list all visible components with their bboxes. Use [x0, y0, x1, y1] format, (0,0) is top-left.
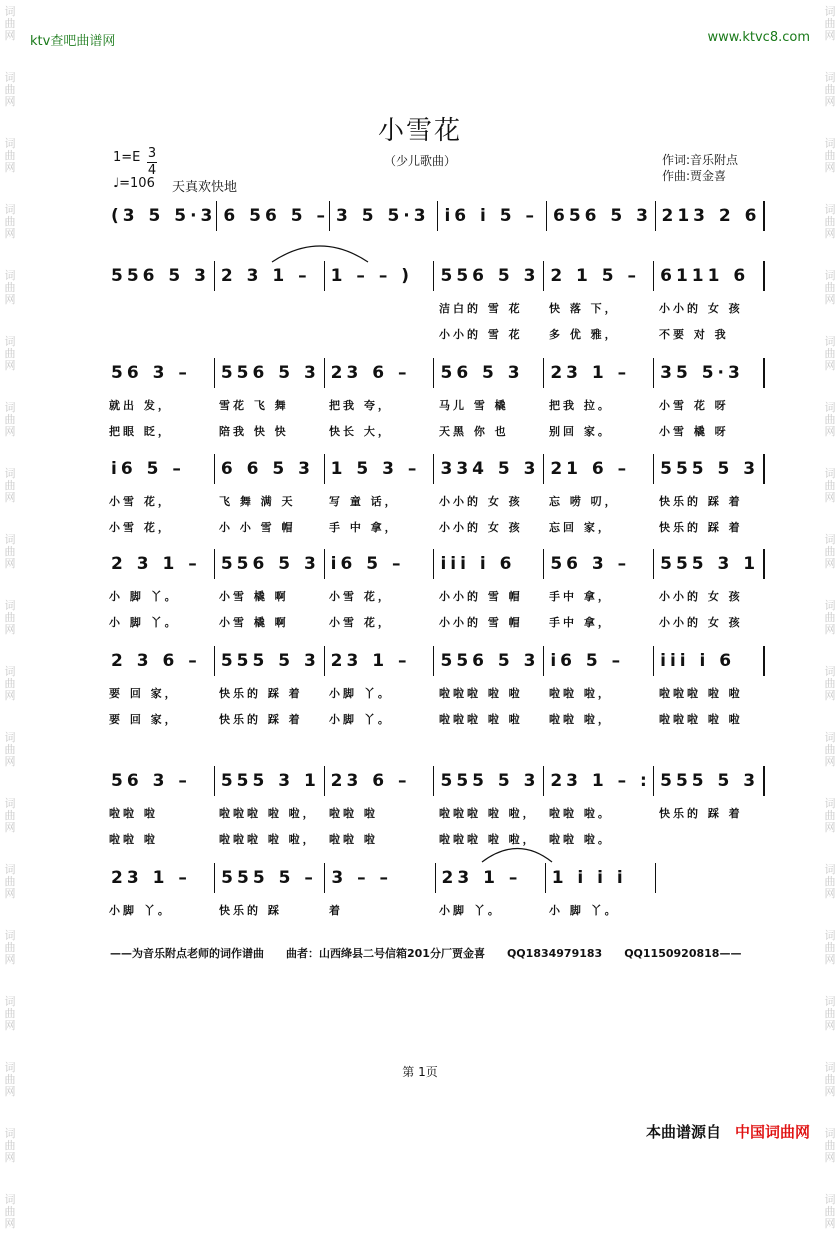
lyric-text: 写 童 话，: [329, 495, 399, 508]
measure: 23 1 –: [436, 863, 546, 893]
watermark-text: 词曲网: [824, 731, 836, 768]
lyric-text: 啦啦 啦，: [549, 687, 612, 700]
measure: i6 i 5 –: [438, 201, 547, 231]
watermark-text: 词曲网: [4, 929, 16, 966]
lyricist: 作词:音乐附点: [662, 153, 739, 167]
measure: 656 5 3: [547, 201, 656, 231]
lyric-text: 小 脚 丫。: [109, 616, 179, 629]
lyric-text: 小小的 女 孩: [659, 302, 743, 315]
lyric-text: 小小的 雪 花: [439, 328, 523, 341]
watermark-text: 词曲网: [824, 995, 836, 1032]
footer-credit: ——为音乐附点老师的词作谱曲 曲者：山西绛县二号信箱201分厂贾金喜 QQ1834979183 QQ1150920818——: [110, 947, 742, 960]
measure: 556 5 3: [215, 549, 325, 579]
watermark-text: 词曲网: [4, 269, 16, 306]
lyric-text: 小小的 女 孩: [439, 521, 523, 534]
watermark-text: 词曲网: [4, 137, 16, 174]
measure: i6 5 –: [325, 549, 435, 579]
watermark-text: 词曲网: [4, 731, 16, 768]
header-site-name[interactable]: ktv查吧曲谱网: [30, 34, 116, 49]
lyric-text: 啦啦 啦: [109, 833, 158, 846]
lyric-text: 别回 家。: [549, 425, 612, 438]
slur-tie-1: [272, 246, 368, 262]
measure: 6111 6: [654, 261, 765, 291]
watermark-text: 词曲网: [824, 467, 836, 504]
lyric-text: 啦啦 啦。: [549, 833, 612, 846]
measure: iii i 6: [654, 646, 765, 676]
measure: 555 5 –: [215, 863, 325, 893]
key-signature: 1=E: [113, 150, 141, 165]
lyric-text: 小脚 丫。: [109, 904, 172, 917]
measure: (3 5 5·3: [105, 201, 217, 231]
measure: 2 3 1 –: [215, 261, 325, 291]
watermark-text: 词曲网: [824, 137, 836, 174]
measure: 334 5 3: [434, 454, 544, 484]
measure: 56 3 –: [105, 766, 215, 796]
lyric-text: 小小的 女 孩: [659, 590, 743, 603]
lyric-text: 小小的 女 孩: [439, 495, 523, 508]
measure: 56 3 –: [544, 549, 654, 579]
lyric-text: 小雪 花 呀: [659, 399, 729, 412]
lyric-text: 就出 发，: [109, 399, 172, 412]
measure: 56 5 3: [434, 358, 544, 388]
lyric-text: 雪花 飞 舞: [219, 399, 289, 412]
watermark-text: 词曲网: [4, 203, 16, 240]
measure: 6 6 5 3: [215, 454, 325, 484]
measure: 2 1 5 –: [544, 261, 654, 291]
measure: 56 3 –: [105, 358, 215, 388]
lyric-text: 小雪 橇 啊: [219, 616, 289, 629]
lyric-text: 着: [329, 904, 343, 917]
lyric-text: 快乐的 踩 着: [659, 495, 743, 508]
measure: 556 5 3: [434, 646, 544, 676]
lyric-text: 小雪 花，: [329, 616, 392, 629]
measure: 23 1 –: [325, 646, 435, 676]
lyric-text: 小 小 雪 帽: [219, 521, 296, 534]
measure: 23 1 –: [544, 358, 654, 388]
lyric-text: 飞 舞 满 天: [219, 495, 296, 508]
lyric-text: 手中 拿，: [549, 616, 612, 629]
lyric-text: 小小的 雪 帽: [439, 590, 523, 603]
measure: 555 5 3: [215, 646, 325, 676]
lyric-text: 小雪 橇 呀: [659, 425, 729, 438]
watermark-text: 词曲网: [4, 995, 16, 1032]
lyric-text: 啦啦啦 啦 啦，: [219, 807, 317, 820]
measure: 23 1 – :: [544, 766, 654, 796]
lyric-text: 啦啦 啦，: [549, 713, 612, 726]
expression-mark: 天真欢快地: [172, 180, 238, 195]
lyric-text: 啦啦啦 啦 啦，: [439, 833, 537, 846]
measure: 555 3 1: [654, 549, 765, 579]
page-number: 第 1页: [402, 1065, 438, 1079]
header-site-url[interactable]: www.ktvc8.com: [707, 30, 810, 45]
measure: 2 3 1 –: [105, 549, 215, 579]
watermark-text: 词曲网: [824, 533, 836, 570]
watermark-text: 词曲网: [824, 929, 836, 966]
measure: 23 1 –: [105, 863, 215, 893]
watermark-text: 词曲网: [824, 797, 836, 834]
watermark-text: 词曲网: [4, 1193, 16, 1230]
measure: 555 5 3: [434, 766, 544, 796]
composer: 作曲:贾金喜: [662, 169, 727, 183]
watermark-text: 词曲网: [824, 863, 836, 900]
watermark-text: 词曲网: [4, 401, 16, 438]
lyric-text: 忘回 家，: [549, 521, 612, 534]
lyric-text: 啦啦 啦: [109, 807, 158, 820]
lyric-text: 小小的 女 孩: [659, 616, 743, 629]
lyric-text: 把眼 眨，: [109, 425, 172, 438]
lyric-text: 啦啦啦 啦 啦，: [439, 807, 537, 820]
lyric-text: 啦啦啦 啦 啦: [439, 687, 523, 700]
watermark-text: 词曲网: [824, 71, 836, 108]
measure: 555 5 3: [654, 766, 765, 796]
lyric-text: 忘 唠 叨，: [549, 495, 619, 508]
lyric-text: 快乐的 踩 着: [659, 521, 743, 534]
measure: 213 2 6: [656, 201, 766, 231]
measure: 35 5·3: [654, 358, 765, 388]
lyric-text: 小雪 橇 啊: [219, 590, 289, 603]
lyric-text: 啦啦 啦: [329, 833, 378, 846]
lyric-text: 快 落 下，: [549, 302, 619, 315]
source-label: 本曲谱源自: [645, 1123, 721, 1141]
measure: i6 5 –: [544, 646, 654, 676]
watermark-text: 词曲网: [4, 335, 16, 372]
lyric-text: 快乐的 踩: [219, 904, 282, 917]
time-bottom: 4: [147, 163, 157, 178]
slur-tie-2: [482, 849, 552, 863]
lyric-text: 要 回 家，: [109, 687, 179, 700]
lyric-text: 天黑 你 也: [439, 425, 509, 438]
watermark-text: 词曲网: [4, 863, 16, 900]
lyric-text: 啦啦 啦: [329, 807, 378, 820]
watermark-text: 词曲网: [4, 1061, 16, 1098]
measure: 23 6 –: [325, 766, 435, 796]
watermark-text: 词曲网: [824, 1127, 836, 1164]
measure: 1 i i i: [546, 863, 656, 893]
lyric-text: 快乐的 踩 着: [219, 687, 303, 700]
watermark-text: 词曲网: [824, 1061, 836, 1098]
watermark-text: 词曲网: [4, 467, 16, 504]
time-top: 3: [147, 146, 157, 161]
watermark-text: 词曲网: [824, 665, 836, 702]
lyric-text: 小脚 丫。: [329, 687, 392, 700]
song-title: 小雪花: [377, 116, 462, 146]
lyric-text: 小雪 花，: [329, 590, 392, 603]
source-site-link[interactable]: 中国词曲网: [734, 1123, 810, 1141]
lyric-text: 小小的 雪 帽: [439, 616, 523, 629]
measure: 1 – – ): [325, 261, 435, 291]
song-subtitle: （少儿歌曲）: [383, 154, 456, 168]
measure: iii i 6: [434, 549, 544, 579]
lyric-text: 马儿 雪 橇: [439, 399, 509, 412]
lyric-text: 手 中 拿，: [329, 521, 399, 534]
watermark-text: 词曲网: [4, 71, 16, 108]
lyric-text: 要 回 家，: [109, 713, 179, 726]
lyric-text: 小脚 丫。: [439, 904, 502, 917]
lyric-text: 洁白的 雪 花: [439, 302, 523, 315]
lyric-text: 小 脚 丫。: [549, 904, 619, 917]
measure: i6 5 –: [105, 454, 215, 484]
watermark-text: 词曲网: [824, 203, 836, 240]
quarter-note-icon: ♩: [113, 176, 120, 191]
lyric-text: 手中 拿，: [549, 590, 612, 603]
lyric-text: 把我 拉。: [549, 399, 612, 412]
lyric-text: 啦啦啦 啦 啦，: [219, 833, 317, 846]
measure: 21 6 –: [544, 454, 654, 484]
lyric-text: 啦啦啦 啦 啦: [659, 713, 743, 726]
lyric-text: 快乐的 踩 着: [659, 807, 743, 820]
measure: 3 – –: [325, 863, 435, 893]
lyric-text: 小雪 花，: [109, 521, 172, 534]
measure: 6 56 5 –: [217, 201, 330, 231]
measure: 3 5 5·3: [330, 201, 439, 231]
watermark-text: 词曲网: [4, 599, 16, 636]
watermark-text: 词曲网: [4, 5, 16, 42]
measure: 2 3 6 –: [105, 646, 215, 676]
lyric-text: 小 脚 丫。: [109, 590, 179, 603]
measure: 556 5 3: [105, 261, 215, 291]
lyric-text: 啦啦啦 啦 啦: [439, 713, 523, 726]
lyric-text: 小雪 花，: [109, 495, 172, 508]
lyric-text: 快乐的 踩 着: [219, 713, 303, 726]
measure: 555 3 1: [215, 766, 325, 796]
lyric-text: 快长 大，: [329, 425, 392, 438]
lyric-text: 啦啦 啦。: [549, 807, 612, 820]
watermark-text: 词曲网: [824, 1193, 836, 1230]
lyric-text: 多 优 雅，: [549, 328, 619, 341]
watermark-text: 词曲网: [824, 335, 836, 372]
lyric-text: 陪我 快 快: [219, 425, 289, 438]
watermark-text: 词曲网: [824, 401, 836, 438]
measure: 23 6 –: [325, 358, 435, 388]
watermark-text: 词曲网: [4, 1127, 16, 1164]
watermark-text: 词曲网: [824, 269, 836, 306]
watermark-text: 词曲网: [4, 665, 16, 702]
watermark-text: 词曲网: [824, 599, 836, 636]
lyric-text: 啦啦啦 啦 啦: [659, 687, 743, 700]
lyric-text: 不要 对 我: [659, 328, 729, 341]
lyric-text: 把我 夸，: [329, 399, 392, 412]
tempo-value: =106: [119, 176, 155, 191]
measure: 555 5 3: [654, 454, 765, 484]
measure: 1 5 3 –: [325, 454, 435, 484]
measure: 556 5 3: [215, 358, 325, 388]
source-credit: [646, 1121, 810, 1142]
watermark-text: 词曲网: [824, 5, 836, 42]
lyric-text: 小脚 丫。: [329, 713, 392, 726]
measure: 556 5 3: [434, 261, 544, 291]
watermark-text: 词曲网: [4, 797, 16, 834]
watermark-text: 词曲网: [4, 533, 16, 570]
